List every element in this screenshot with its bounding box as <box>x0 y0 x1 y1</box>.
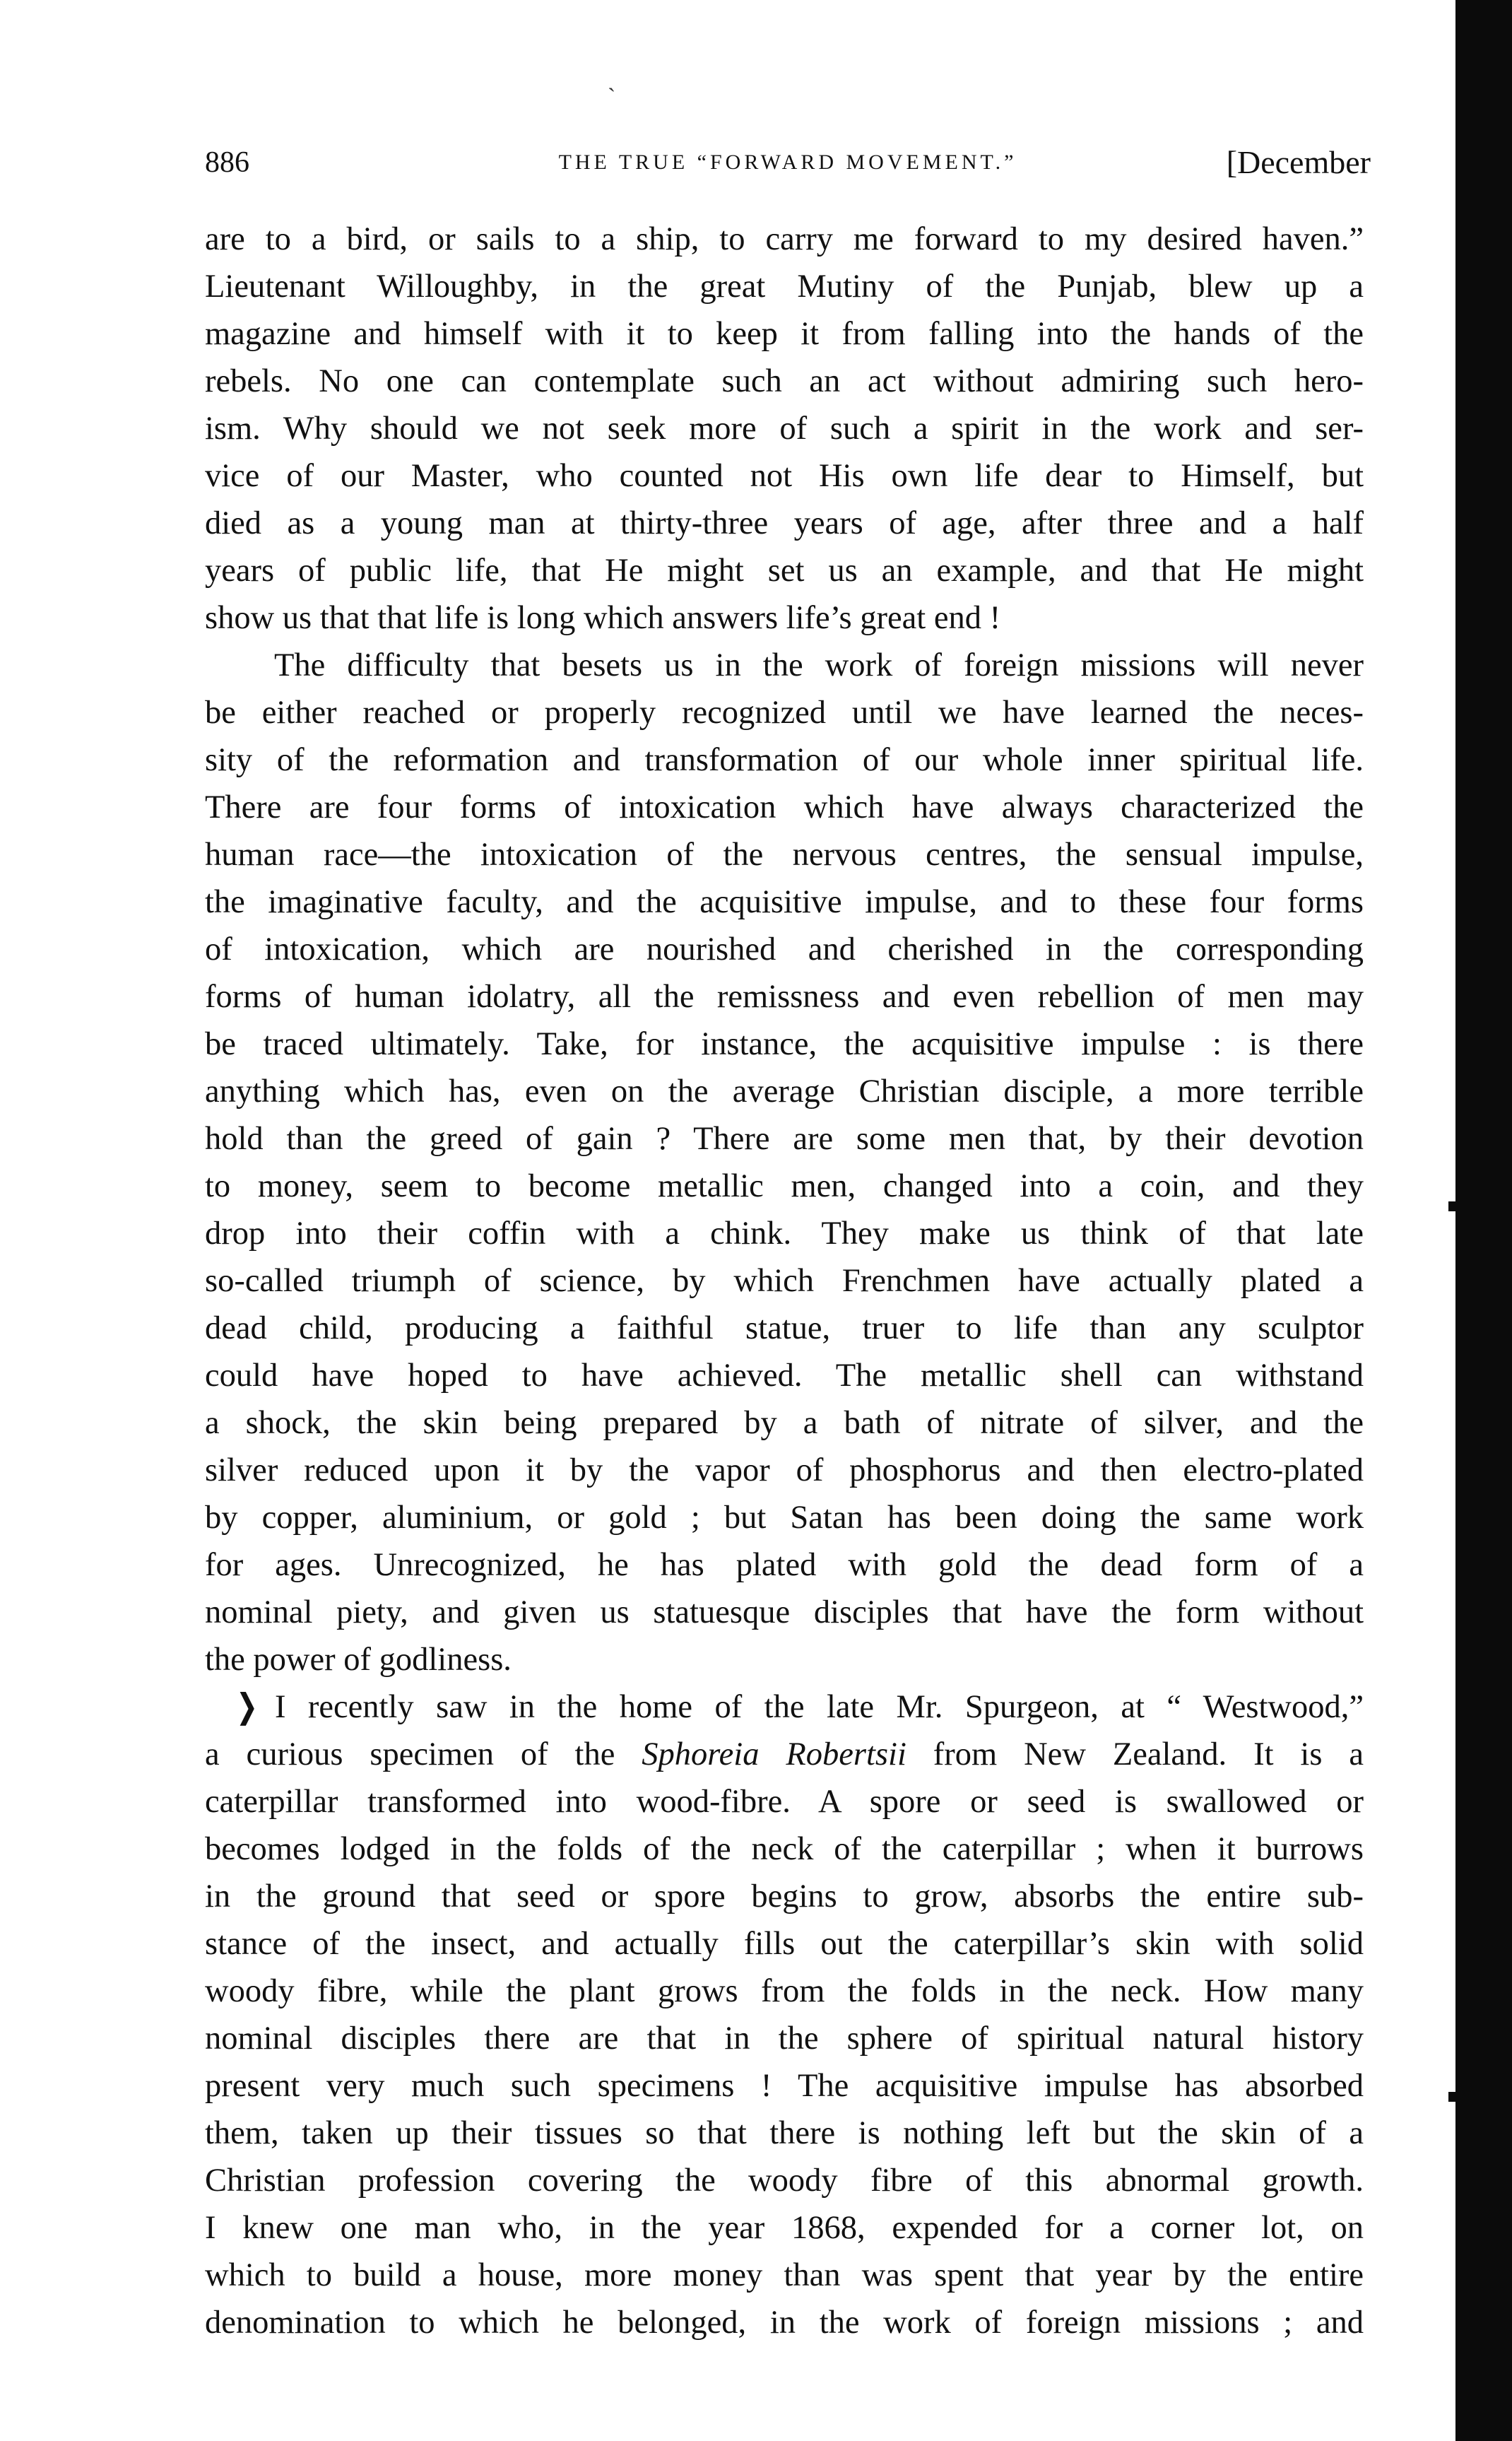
text-line: ism. Why should we not seek more of such a spirit in the work and ser- <box>205 411 1364 447</box>
text-line: caterpillar transformed into wood-fibre. A spore or seed is swallowed or <box>205 1784 1364 1820</box>
text-line: Christian profession covering the woody fibre of this abnormal growth. <box>205 2163 1364 2199</box>
text-line: hold than the greed of gain ? There are some men that, by their devotion <box>205 1121 1364 1157</box>
page-header <box>205 141 1371 184</box>
text-line: There are four forms of intoxication which have always characterized the <box>205 789 1364 825</box>
running-title: THE TRUE “FORWARD MOVEMENT.” <box>558 151 1017 174</box>
text-line: the power of godliness. <box>205 1642 512 1678</box>
text-line: magazine and himself with it to keep it from falling into the hands of the <box>205 316 1364 352</box>
scan-speck: ˎ <box>608 66 616 92</box>
scan-edge-nick <box>1448 2092 1464 2102</box>
text-line: to money, seem to become metallic men, changed into a coin, and they <box>205 1168 1364 1204</box>
page-number: 886 <box>205 146 249 179</box>
text-line: dead child, producing a faithful statue, truer to life than any sculptor <box>205 1310 1364 1346</box>
text-line: drop into their coffin with a chink. They make us think of that late <box>205 1216 1364 1252</box>
text-line <box>205 1731 1364 1778</box>
text-line: The difficulty that besets us in the work of foreign missions will never <box>274 647 1364 683</box>
text-line: a shock, the skin being prepared by a bath of nitrate of silver, and the <box>205 1405 1364 1441</box>
text-line: be either reached or properly recognized until we have learned the neces- <box>205 695 1364 731</box>
species-name: Sphoreia Robertsii <box>642 1736 906 1772</box>
text-line: died as a young man at thirty-three years of age, after three and a half <box>205 505 1364 541</box>
text-line: by copper, aluminium, or gold ; but Satan has been doing the same work <box>205 1500 1364 1536</box>
text-line: stance of the insect, and actually fills out the caterpillar’s skin with solid <box>205 1926 1364 1962</box>
text-line: the imaginative faculty, and the acquisitive impulse, and to these four forms <box>205 884 1364 920</box>
text-line: nominal piety, and given us statuesque disciples that have the form without <box>205 1594 1364 1630</box>
text-line: be traced ultimately. Take, for instance, the acquisitive impulse : is there <box>205 1026 1364 1062</box>
scan-edge-nick <box>1448 1201 1464 1211</box>
text-line: silver reduced upon it by the vapor of phosphorus and then electro-plated <box>205 1452 1364 1488</box>
text-line: Lieutenant Willoughby, in the great Mutiny of the Punjab, blew up a <box>205 269 1364 305</box>
text-line: for ages. Unrecognized, he has plated with gold the dead form of a <box>205 1547 1364 1583</box>
text-line: I knew one man who, in the year 1868, expended for a corner lot, on <box>205 2210 1364 2246</box>
text-line: could have hoped to have achieved. The metallic shell can withstand <box>205 1358 1364 1394</box>
text-line: human race—the intoxication of the nervous centres, the sensual impulse, <box>205 837 1364 873</box>
text-line <box>205 1683 1364 1731</box>
text-line-segment: from New Zealand. It is a <box>906 1736 1364 1772</box>
scan-edge-bar <box>1455 0 1512 2441</box>
text-line: woody fibre, while the plant grows from the folds in the neck. How many <box>205 1973 1364 2009</box>
paragraph-mark: ❭ <box>233 1689 261 1725</box>
text-line: becomes lodged in the folds of the neck of the caterpillar ; when it burrows <box>205 1831 1364 1867</box>
article-body <box>205 216 1364 2346</box>
text-line: show us that that life is long which answers life’s great end ! <box>205 600 1001 636</box>
text-line: years of public life, that He might set us an example, and that He might <box>205 553 1364 589</box>
text-line: nominal disciples there are that in the sphere of spiritual natural history <box>205 2021 1364 2057</box>
text-line-content: I recently saw in the home of the late Mr. Spurgeon, at “ Westwood,” <box>274 1689 1364 1725</box>
text-line: in the ground that seed or spore begins to grow, absorbs the entire sub- <box>205 1878 1364 1914</box>
text-line: rebels. No one can contemplate such an act without admiring such hero- <box>205 363 1364 399</box>
text-line: forms of human idolatry, all the remissness and even rebellion of men may <box>205 979 1364 1015</box>
text-line: which to build a house, more money than was spent that year by the entire <box>205 2257 1364 2293</box>
text-line: them, taken up their tissues so that there is nothing left but the skin of a <box>205 2115 1364 2151</box>
text-line-segment: a curious specimen of the <box>205 1736 642 1772</box>
text-line: of intoxication, which are nourished and cherished in the corresponding <box>205 931 1364 967</box>
text-line: denomination to which he belonged, in the work of foreign missions ; and <box>205 2305 1364 2341</box>
text-line: anything which has, even on the average Christian disciple, a more terrible <box>205 1074 1364 1110</box>
text-line: present very much such specimens ! The acquisitive impulse has absorbed <box>205 2068 1364 2104</box>
text-line: sity of the reformation and transformation of our whole inner spiritual life. <box>205 742 1364 778</box>
text-line: vice of our Master, who counted not His own life dear to Himself, but <box>205 458 1364 494</box>
header-month: [December <box>1226 144 1371 180</box>
text-line: so-called triumph of science, by which Frenchmen have actually plated a <box>205 1263 1364 1299</box>
text-line: are to a bird, or sails to a ship, to carry me forward to my desired haven.” <box>205 221 1364 257</box>
